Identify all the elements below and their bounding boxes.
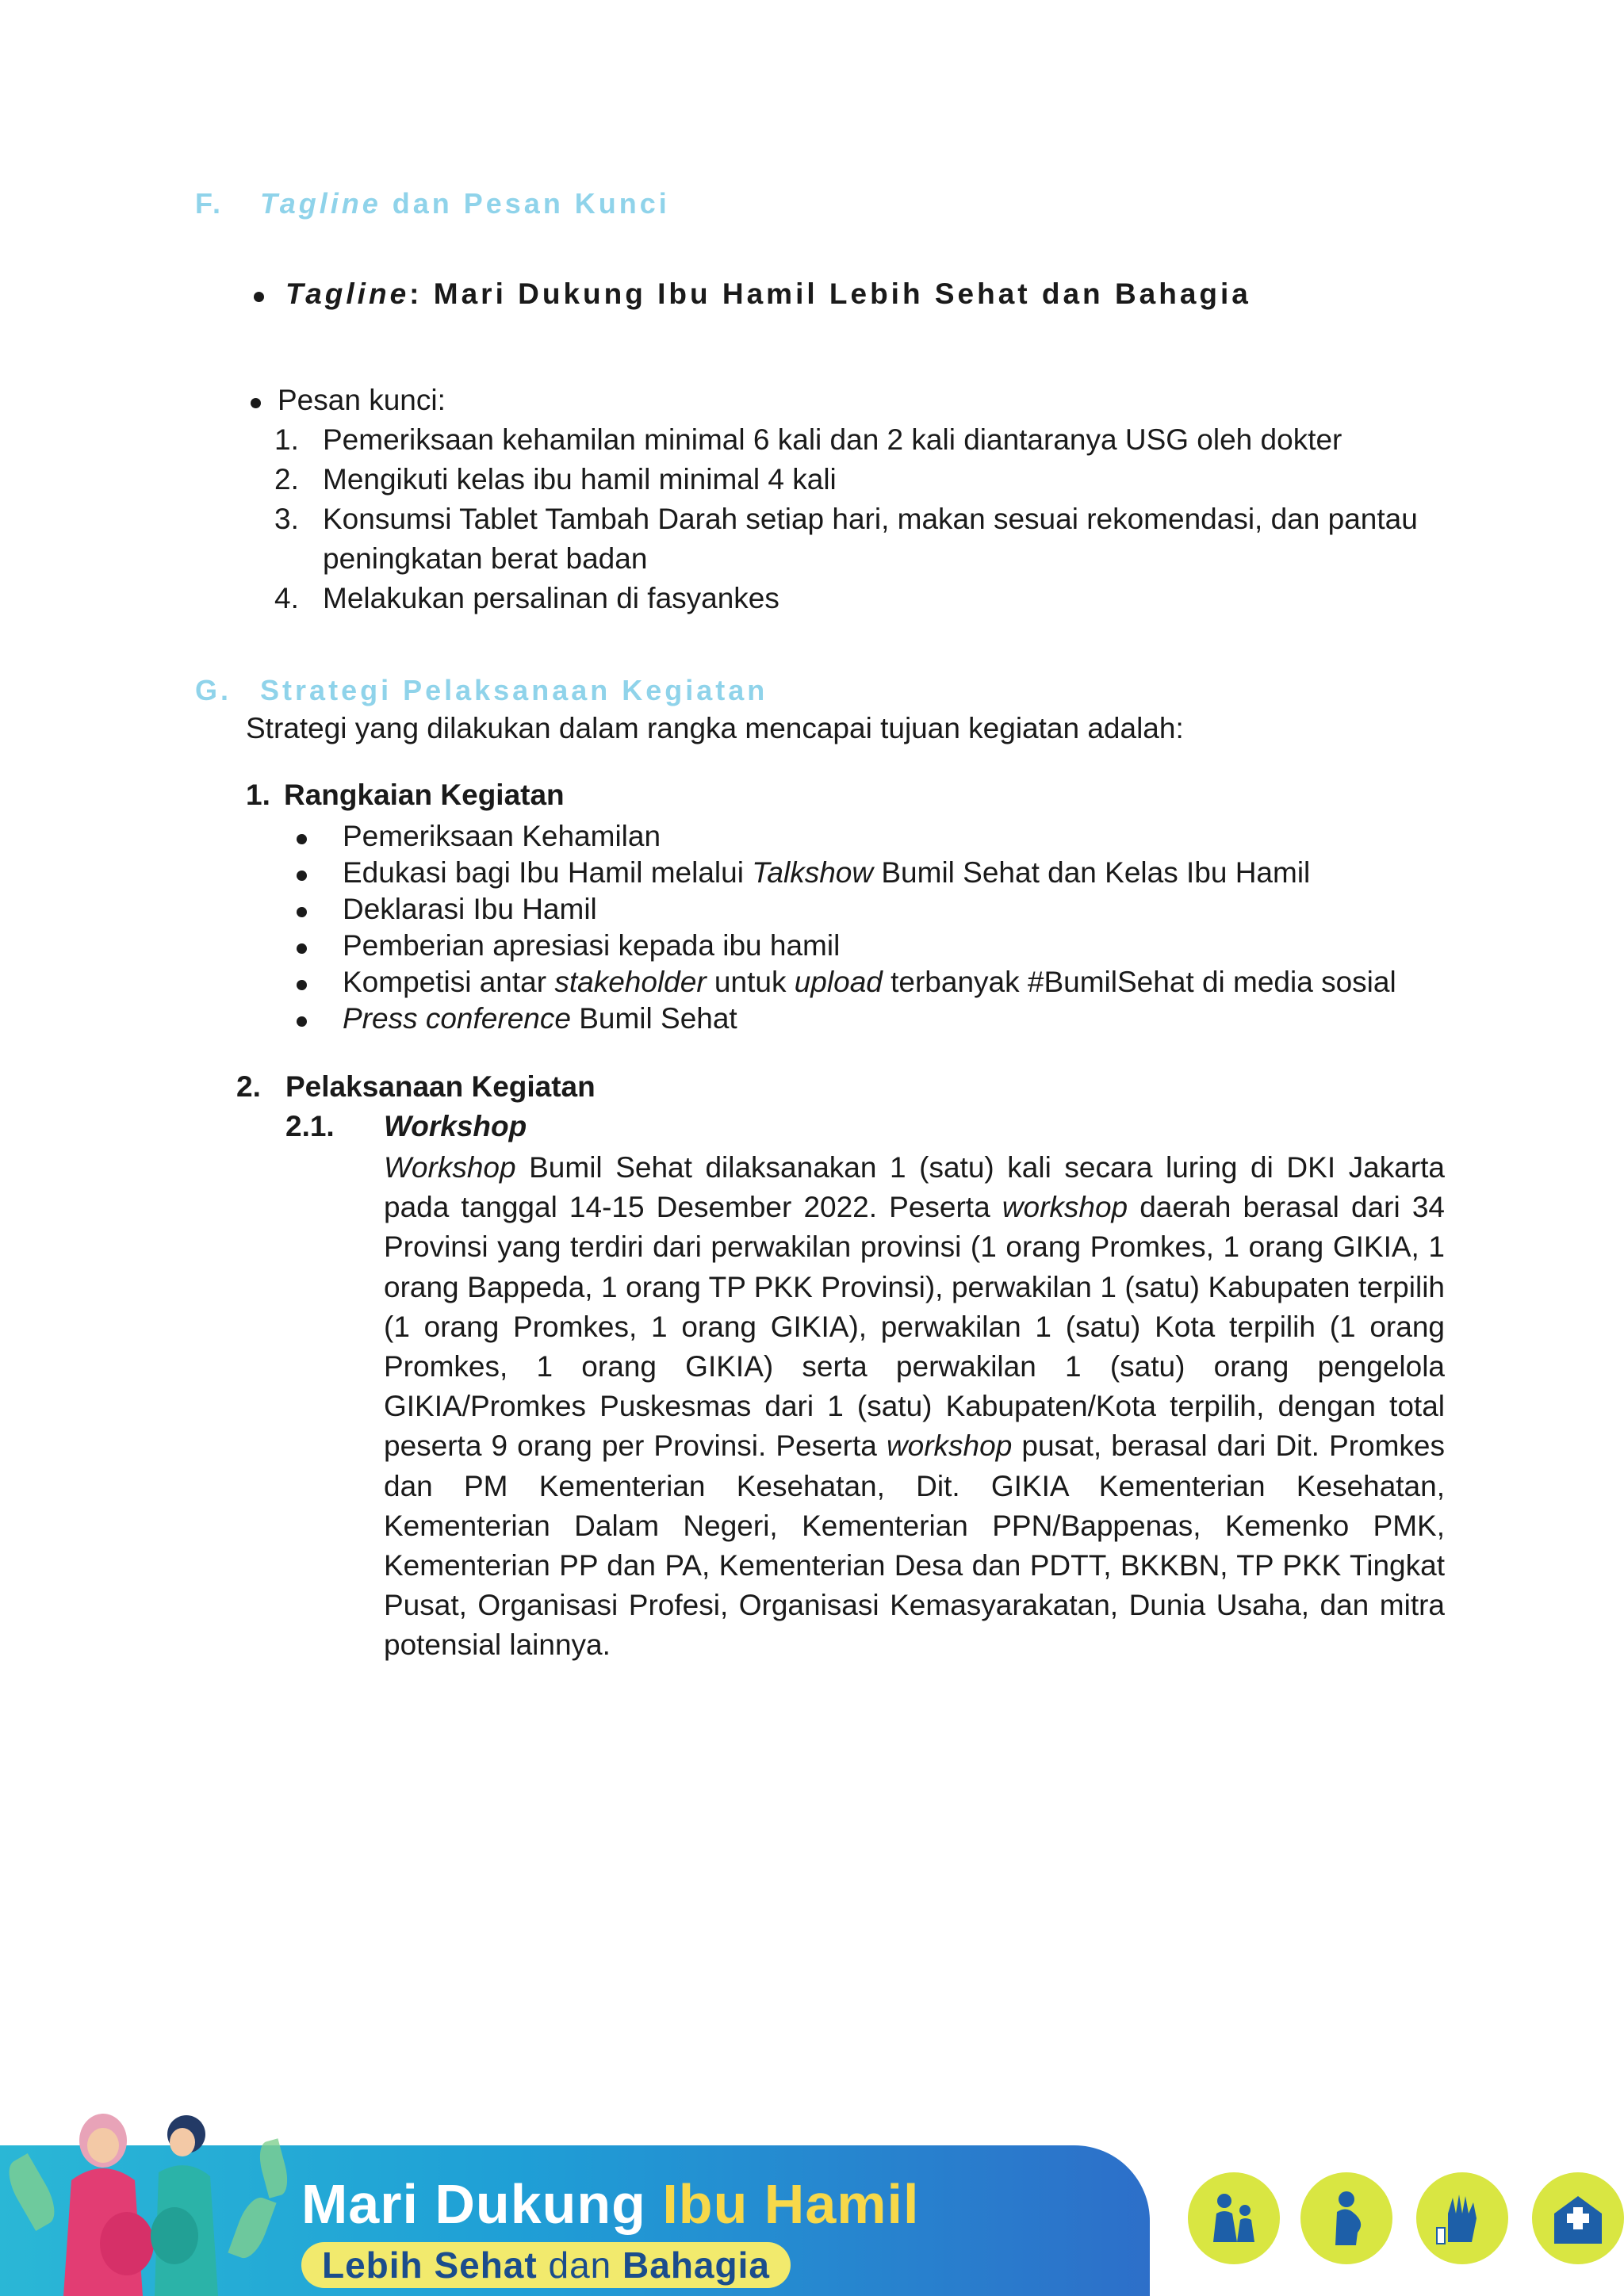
activity-item [343, 966, 1396, 999]
pesan-item-num: 1. [274, 423, 299, 456]
section-f-heading-italic: Tagline [260, 187, 381, 220]
pesan-item-num: 4. [274, 582, 299, 614]
pesan-item-text: Mengikuti kelas ibu hamil minimal 4 kali [323, 463, 837, 496]
activity-bullet-icon [297, 980, 307, 990]
activity-item-part: terbanyak #BumilSehat di media sosial [882, 966, 1396, 998]
section-g-intro: Strategi yang dilakukan dalam rangka mencapai tujuan kegiatan adalah: [246, 712, 1184, 744]
section-f-heading-rest: dan Pesan Kunci [381, 187, 670, 220]
section-g-heading [195, 674, 768, 707]
tagline-label: Tagline [285, 277, 410, 310]
activity-item: Pemeriksaan Kehamilan [343, 820, 661, 852]
section-g-letter: G. [195, 674, 232, 706]
pesan-item-num: 3. [274, 503, 299, 535]
banner-sub-part: Bahagia [622, 2244, 770, 2286]
activity-item [343, 856, 1310, 890]
mother-child-icon [1188, 2172, 1280, 2264]
pesan-item-num: 2. [274, 463, 299, 496]
pesan-item-text: Pemeriksaan kehamilan minimal 6 kali dan 2 kali diantaranya USG oleh dokter [323, 423, 1342, 456]
banner-title [301, 2172, 919, 2236]
pesan-label: Pesan kunci: [278, 384, 446, 416]
pregnant-mothers-illustration-icon [48, 2109, 254, 2296]
para-part: Bumil Sehat dilaksanakan 1 (satu) kali secara luring di DKI Jakarta pada tanggal 14-15 Desember 2022. Peserta [384, 1151, 1445, 1224]
para-part: pusat, berasal dari Dit. Promkes dan PM Kementerian Kesehatan, Dit. GIKIA Kementerian Kesehatan, Kementerian Dalam Negeri, Kementerian PPN/Bappenas, Kemenko PMK, Kementerian PP dan PA, Kementerian Desa dan PDTT, BKKBN, TP PKK Tingkat Pusat, Organisasi Profesi, Organisasi Kemasyarakatan, Dunia Usaha, dan mitra potensial lainnya. [384, 1429, 1445, 1662]
pesan-bullet-icon [251, 398, 261, 408]
tagline-text: Mari Dukung Ibu Hamil Lebih Sehat dan Bahagia [433, 277, 1251, 310]
banner-title-yellow: Ibu Hamil [662, 2173, 920, 2235]
activity-bullet-icon [297, 834, 307, 844]
activity-bullet-icon [297, 871, 307, 881]
sub21-title: Workshop [384, 1110, 527, 1142]
activity-item: Deklarasi Ibu Hamil [343, 893, 597, 925]
tagline-line [285, 277, 1251, 311]
para-part-italic: workshop [1002, 1191, 1128, 1224]
footer-banner [0, 2109, 1624, 2296]
activity-item-part: Bumil Sehat dan Kelas Ibu Hamil [873, 856, 1311, 889]
activity-item-part: untuk [706, 966, 795, 998]
sub21-num: 2.1. [285, 1110, 335, 1142]
activity-item [343, 1002, 737, 1035]
activity-bullet-icon [297, 1016, 307, 1027]
activity-bullet-icon [297, 943, 307, 954]
activity-item-part: Kompetisi antar [343, 966, 555, 998]
activity-item-part: Edukasi bagi Ibu Hamil melalui [343, 856, 753, 889]
sub1-title: Rangkaian Kegiatan [284, 779, 565, 811]
para-part-italic: workshop [886, 1429, 1013, 1463]
pesan-item-text-cont: peningkatan berat badan [323, 542, 648, 575]
activity-item-part: Bumil Sehat [570, 1002, 737, 1035]
tagline-sep: : [409, 277, 434, 310]
section-g-heading-text: Strategi Pelaksanaan Kegiatan [260, 674, 768, 706]
banner-sub-pill [301, 2242, 791, 2288]
sub2-num: 2. [236, 1070, 261, 1103]
banner-sub [322, 2244, 770, 2286]
banner-sub-part-light: dan [548, 2244, 623, 2286]
sub1-num: 1. [246, 779, 270, 811]
section-f-letter: F. [195, 187, 224, 220]
tagline-bullet-icon [254, 292, 264, 302]
activity-item-part-italic: upload [794, 966, 883, 998]
activity-bullet-icon [297, 907, 307, 917]
activity-item-part-italic: stakeholder [554, 966, 707, 998]
para-part: daerah berasal dari 34 Provinsi yang terdiri dari perwakilan provinsi (1 orang Promkes, 1 orang GIKIA, 1 orang Bappeda, 1 orang TP PKK Provinsi), perwakilan 1 (satu) Kabupaten terpilih (1 orang Promkes, 1 orang GIKIA), perwakilan 1 (satu) Kota terpilih (1 orang Promkes, 1 orang GIKIA) serta perwakilan 1 (satu) orang pengelola GIKIA/Promkes Puskesmas dari 1 (satu) Kabupaten/Kota terpilih, dengan total peserta 9 orang per Provinsi. Peserta [384, 1191, 1445, 1463]
health-facility-icon [1532, 2172, 1624, 2264]
sub2-title: Pelaksanaan Kegiatan [285, 1070, 596, 1103]
hand-wash-icon [1416, 2172, 1508, 2264]
pesan-item-text: Konsumsi Tablet Tambah Darah setiap hari, makan sesuai rekomendasi, dan pantau [323, 503, 1418, 535]
activity-item-part-italic: Press conference [343, 1002, 571, 1035]
banner-sub-part: Lebih Sehat [322, 2244, 549, 2286]
banner-title-white: Mari Dukung [301, 2173, 663, 2235]
activity-item: Pemberian apresiasi kepada ibu hamil [343, 929, 841, 962]
activity-item-part-italic: Talkshow [752, 856, 874, 889]
pesan-item-text: Melakukan persalinan di fasyankes [323, 582, 779, 614]
para-part-italic: Workshop [384, 1151, 516, 1184]
pregnant-woman-icon [1300, 2172, 1392, 2264]
workshop-paragraph [384, 1148, 1445, 1666]
section-f-heading [195, 187, 670, 220]
